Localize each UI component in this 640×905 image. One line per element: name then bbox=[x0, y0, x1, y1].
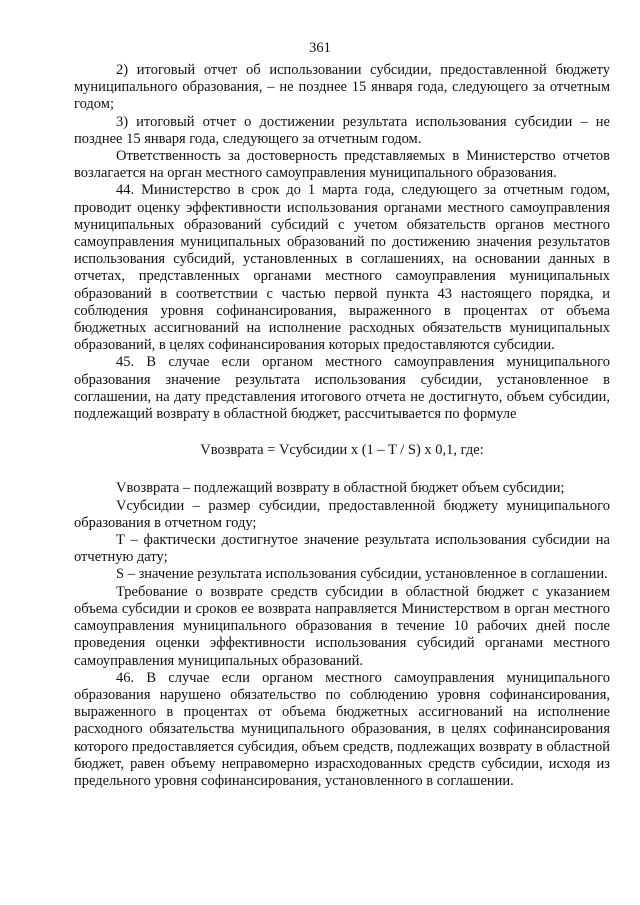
formula: Vвозврата = Vсубсидии x (1 – T / S) x 0,1, где: bbox=[200, 442, 484, 459]
definition-v-return: Vвозврата – подлежащий возврату в областной бюджет объем субсидии; bbox=[116, 480, 565, 497]
paragraph-46: 46. В случае если органом местного самоуправления муниципального образования нарушено обязательство по соблюдению уровня софинансирования, выраженного в процентах от объема бюджетных ассигнований на исполнение расходного обязательства муниципального образования, в целях софинансирования которого предоставляется субсидия, объем средств, подлежащих возврату в областной бюджет, равен объему неправомерно израсходованных средств субсидии, исходя из предельного уровня софинансирования, установленного в соглашении. bbox=[74, 669, 610, 789]
definition-v-subsidy: Vсубсидии – размер субсидии, предоставленной бюджету муниципального образования в отчетном году; bbox=[74, 497, 610, 531]
definition-s: S – значение результата использования субсидии, установленное в соглашении. bbox=[116, 566, 608, 583]
paragraph-report-usage: 2) итоговый отчет об использовании субсидии, предоставленной бюджету муниципального образования, – не позднее 15 января года, следующего за отчетным годом; bbox=[74, 62, 610, 113]
paragraph-45: 45. В случае если органом местного самоуправления муниципального образования значение результата использования субсидии, установленное в соглашении, на дату представления итогового отчета не достигнуто, объем субсидии, подлежащий возврату в областной бюджет, рассчитывается по формуле bbox=[74, 354, 610, 423]
document-body bbox=[74, 62, 610, 790]
paragraph-responsibility: Ответственность за достоверность представляемых в Министерство отчетов возлагается на орган местного самоуправления муниципального образования. bbox=[74, 148, 610, 182]
paragraph-return-demand: Требование о возврате средств субсидии в областной бюджет с указанием объема субсидии и сроков ее возврата направляется Министерством в орган местного самоуправления муниципального образования в течение 10 рабочих дней после проведения оценки эффективности использования субсидий органами местного самоуправления муниципальных образований. bbox=[74, 583, 610, 669]
page-number: 361 bbox=[309, 40, 331, 56]
definition-t: T – фактически достигнутое значение результата использования субсидии на отчетную дату; bbox=[74, 532, 610, 566]
paragraph-report-result: 3) итоговый отчет о достижении результата использования субсидии – не позднее 15 января года, следующего за отчетным годом. bbox=[74, 113, 610, 147]
paragraph-44: 44. Министерство в срок до 1 марта года, следующего за отчетным годом, проводит оценку эффективности использования органами местного самоуправления муниципальных образований субсидий с учетом обязательств органов местного самоуправления муниципальных образований по достижению значения результатов использования субсидий, установленных в соглашениях, на основании данных в отчетах, представленных органами местного самоуправления муниципальных образований в соответствии с частью первой пункта 43 настоящего порядка, и соблюдения уровня софинансирования, выраженного в процентах от объема бюджетных ассигнований на исполнение расходных обязательств муниципальных образований, в целях софинансирования которых предоставляются субсидии. bbox=[74, 182, 610, 354]
